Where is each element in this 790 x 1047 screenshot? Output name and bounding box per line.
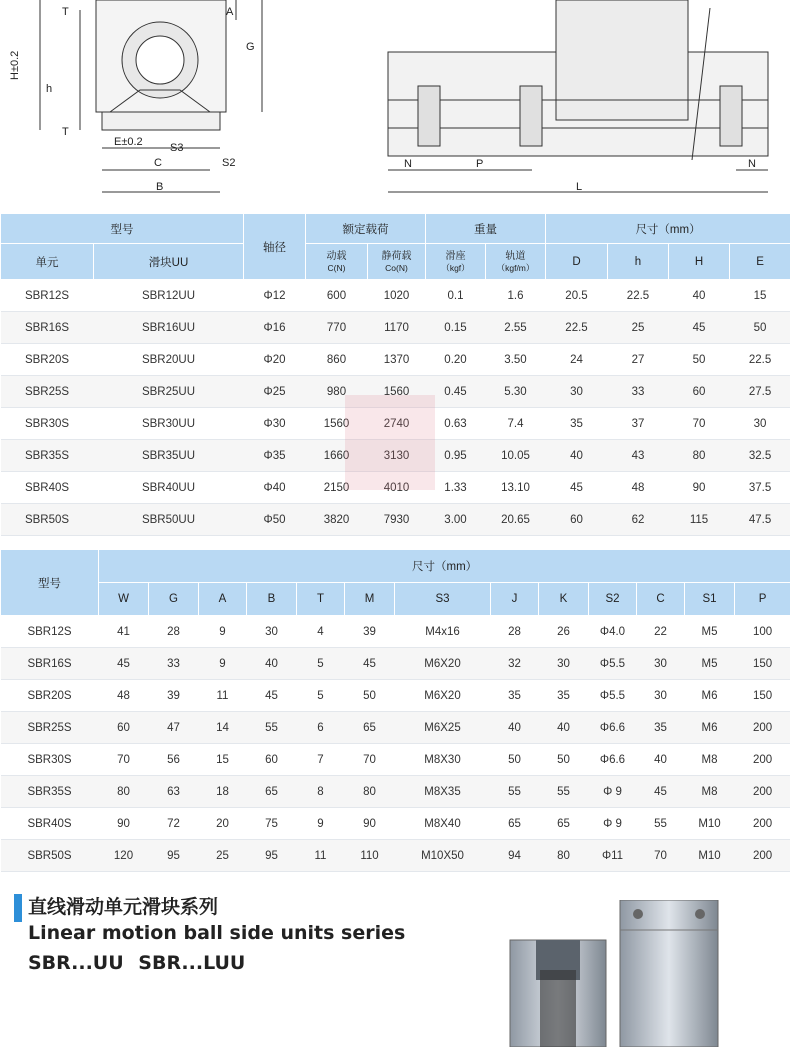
table-cell: 45 — [345, 648, 395, 680]
dimension-spec-table — [0, 549, 790, 872]
table-cell: M5 — [685, 648, 735, 680]
column-header: C — [637, 583, 685, 616]
table-cell: 9 — [199, 648, 247, 680]
table-cell: 100 — [735, 616, 790, 648]
table-cell: 0.15 — [426, 312, 486, 344]
table-cell: 35 — [491, 680, 539, 712]
dim-T-bottom: T — [62, 126, 69, 138]
table-cell: 90 — [669, 472, 730, 504]
table-cell: 39 — [149, 680, 199, 712]
dim-B: B — [156, 181, 164, 193]
table-cell: Φ40 — [244, 472, 306, 504]
table-cell: M6 — [685, 712, 735, 744]
table-row — [1, 408, 790, 440]
column-header: M — [345, 583, 395, 616]
table-cell: 115 — [669, 504, 730, 536]
table-cell: 20.5 — [546, 280, 608, 312]
table-cell: 4 — [297, 616, 345, 648]
table-cell: 45 — [669, 312, 730, 344]
dimension-spec-table-body — [1, 616, 790, 872]
dim-E: E±0.2 — [114, 136, 143, 148]
table-cell: 50 — [539, 744, 589, 776]
table-cell: M6 — [685, 680, 735, 712]
table-cell: 0.45 — [426, 376, 486, 408]
accent-bar — [14, 894, 22, 922]
table-cell: 5.30 — [486, 376, 546, 408]
table-cell: 1560 — [368, 376, 426, 408]
table-cell: 65 — [247, 776, 297, 808]
table-cell: 980 — [306, 376, 368, 408]
table-cell: 1170 — [368, 312, 426, 344]
column-header: J — [491, 583, 539, 616]
table-row — [1, 808, 790, 840]
table-row — [1, 840, 790, 872]
dim-P: P — [476, 158, 484, 170]
header-shaft: 轴径 — [244, 214, 306, 280]
table-cell: 6 — [297, 712, 345, 744]
load-spec-table — [0, 213, 790, 536]
table-cell: 50 — [730, 312, 790, 344]
table-cell: SBR20S — [1, 680, 99, 712]
table-cell: Φ35 — [244, 440, 306, 472]
header-unit: 单元 — [1, 244, 94, 280]
dim-G: G — [246, 41, 255, 53]
table-cell: 28 — [149, 616, 199, 648]
table-cell: 1560 — [306, 408, 368, 440]
table-cell: 3820 — [306, 504, 368, 536]
table-cell: 27 — [608, 344, 669, 376]
column-header: S3 — [395, 583, 491, 616]
table-cell: SBR35S — [1, 440, 94, 472]
table-cell: 3.50 — [486, 344, 546, 376]
table-cell: 50 — [345, 680, 395, 712]
dim-T-top: T — [62, 6, 69, 18]
series-title-cn: 直线滑动单元滑块系列 — [28, 896, 219, 918]
table-cell: 14 — [199, 712, 247, 744]
table-cell: M8 — [685, 744, 735, 776]
dim-S3: S3 — [170, 142, 184, 154]
column-header: A — [199, 583, 247, 616]
table-row — [1, 744, 790, 776]
table-cell: 80 — [539, 840, 589, 872]
table-cell: 22.5 — [730, 344, 790, 376]
table-cell: 70 — [669, 408, 730, 440]
table-cell: 13.10 — [486, 472, 546, 504]
table-cell: 11 — [297, 840, 345, 872]
table-cell: M10 — [685, 840, 735, 872]
table-cell: 30 — [730, 408, 790, 440]
table-cell: 45 — [99, 648, 149, 680]
table-cell: 70 — [637, 840, 685, 872]
table-cell: Φ6.6 — [589, 712, 637, 744]
table-cell: SBR12S — [1, 280, 94, 312]
table-cell: 30 — [247, 616, 297, 648]
table-cell: SBR25UU — [94, 376, 244, 408]
table-cell: SBR50S — [1, 504, 94, 536]
table-cell: 3.00 — [426, 504, 486, 536]
table-cell: Φ16 — [244, 312, 306, 344]
table-cell: 110 — [345, 840, 395, 872]
table-cell: M4x16 — [395, 616, 491, 648]
dim-h: h — [46, 83, 53, 95]
table-cell: 860 — [306, 344, 368, 376]
table-row — [1, 504, 790, 536]
table-cell: 80 — [345, 776, 395, 808]
table-cell: 1660 — [306, 440, 368, 472]
table-cell: 5 — [297, 680, 345, 712]
table-cell: 27.5 — [730, 376, 790, 408]
table-cell: 30 — [637, 680, 685, 712]
table-cell: 24 — [546, 344, 608, 376]
table-cell: 55 — [247, 712, 297, 744]
table-cell: 150 — [735, 680, 790, 712]
table-cell: SBR30S — [1, 408, 94, 440]
table-cell: 80 — [99, 776, 149, 808]
table-cell: 95 — [149, 840, 199, 872]
header-rail-unit: （kgf/m） — [496, 263, 535, 273]
load-spec-table-body — [1, 280, 790, 536]
technical-drawings — [0, 0, 790, 210]
table-cell: 80 — [669, 440, 730, 472]
header-static-label: 静荷载 — [381, 251, 412, 262]
table-cell: 200 — [735, 840, 790, 872]
table-cell: 7.4 — [486, 408, 546, 440]
table-cell: SBR30S — [1, 744, 99, 776]
table-row — [1, 344, 790, 376]
table-cell: 200 — [735, 744, 790, 776]
table-cell: 25 — [608, 312, 669, 344]
table-cell: 22.5 — [546, 312, 608, 344]
header-H: H — [669, 244, 730, 280]
table-cell: M8X35 — [395, 776, 491, 808]
table-cell: M6X20 — [395, 648, 491, 680]
header-dynamic — [306, 244, 368, 280]
table-cell: 26 — [539, 616, 589, 648]
table-cell: 15 — [199, 744, 247, 776]
table-cell: SBR35UU — [94, 440, 244, 472]
dim-A: A — [226, 6, 234, 18]
table-cell: 48 — [608, 472, 669, 504]
table-cell: 15 — [730, 280, 790, 312]
table-cell: 41 — [99, 616, 149, 648]
table-cell: 10.05 — [486, 440, 546, 472]
table-cell: Φ6.6 — [589, 744, 637, 776]
column-header: W — [99, 583, 149, 616]
table-cell: 25 — [199, 840, 247, 872]
table-cell: SBR30UU — [94, 408, 244, 440]
table-cell: 56 — [149, 744, 199, 776]
table-cell: 47 — [149, 712, 199, 744]
table-cell: SBR12S — [1, 616, 99, 648]
table-cell: 40 — [491, 712, 539, 744]
table-cell: 200 — [735, 712, 790, 744]
table-cell: 43 — [608, 440, 669, 472]
table-cell: 9 — [297, 808, 345, 840]
header-slider-label: 滑座 — [445, 251, 466, 262]
table-cell: 22.5 — [608, 280, 669, 312]
table-cell: Φ50 — [244, 504, 306, 536]
table-cell: 120 — [99, 840, 149, 872]
table-cell: 63 — [149, 776, 199, 808]
dim-N-left: N — [404, 158, 412, 170]
table-row — [1, 312, 790, 344]
table-cell: 50 — [491, 744, 539, 776]
table-cell: 72 — [149, 808, 199, 840]
column-header: K — [539, 583, 589, 616]
header-static-unit: Co(N) — [385, 263, 408, 273]
table-cell: M8X40 — [395, 808, 491, 840]
table-cell: 47.5 — [730, 504, 790, 536]
table-cell: M5 — [685, 616, 735, 648]
table-cell: 28 — [491, 616, 539, 648]
header-dims-2: 尺寸（mm） — [99, 550, 790, 583]
table-cell: 11 — [199, 680, 247, 712]
table-cell: 20 — [199, 808, 247, 840]
table-cell: 200 — [735, 776, 790, 808]
table-cell: 48 — [99, 680, 149, 712]
table-cell: Φ30 — [244, 408, 306, 440]
table-cell: 35 — [539, 680, 589, 712]
column-header: B — [247, 583, 297, 616]
dim-L: L — [576, 181, 583, 193]
table-cell: Φ11 — [589, 840, 637, 872]
table-cell: Φ25 — [244, 376, 306, 408]
table-cell: 32 — [491, 648, 539, 680]
table-row — [1, 680, 790, 712]
header-rail — [486, 244, 546, 280]
header-block: 滑块UU — [94, 244, 244, 280]
table-cell: 55 — [637, 808, 685, 840]
table-cell: 95 — [247, 840, 297, 872]
table-cell: Φ12 — [244, 280, 306, 312]
table-cell: 45 — [637, 776, 685, 808]
table-row — [1, 648, 790, 680]
dim-N-right: N — [748, 158, 756, 170]
table-cell: 45 — [546, 472, 608, 504]
header-dynamic-unit: C(N) — [327, 263, 346, 273]
table-cell: 600 — [306, 280, 368, 312]
table-cell: M6X20 — [395, 680, 491, 712]
table-cell: Φ 9 — [589, 808, 637, 840]
table-cell: 40 — [539, 712, 589, 744]
table-cell: Φ5.5 — [589, 648, 637, 680]
table-cell: 7 — [297, 744, 345, 776]
table-cell: 8 — [297, 776, 345, 808]
table-cell: 55 — [539, 776, 589, 808]
table-row — [1, 712, 790, 744]
table-cell: 9 — [199, 616, 247, 648]
column-header: S1 — [685, 583, 735, 616]
table-row — [1, 616, 790, 648]
table-cell: Φ4.0 — [589, 616, 637, 648]
table-cell: SBR25S — [1, 376, 94, 408]
table-cell: 65 — [491, 808, 539, 840]
dim-C: C — [154, 157, 162, 169]
header-dims: 尺寸（mm） — [546, 214, 790, 244]
table-cell: 40 — [669, 280, 730, 312]
table-cell: 62 — [608, 504, 669, 536]
table-cell: 35 — [546, 408, 608, 440]
table-cell: 60 — [99, 712, 149, 744]
table-cell: 32.5 — [730, 440, 790, 472]
column-header: T — [297, 583, 345, 616]
table-row — [1, 280, 790, 312]
table-cell: M10X50 — [395, 840, 491, 872]
table-cell: 90 — [345, 808, 395, 840]
header-model-2: 型号 — [1, 550, 99, 616]
table-cell: 2150 — [306, 472, 368, 504]
table-cell: M10 — [685, 808, 735, 840]
table-cell: SBR50S — [1, 840, 99, 872]
product-series-banner — [0, 880, 790, 1047]
table-cell: 33 — [608, 376, 669, 408]
table-cell: 37.5 — [730, 472, 790, 504]
header-static — [368, 244, 426, 280]
table-cell: 7930 — [368, 504, 426, 536]
series-models: SBR...UU SBR...LUU — [28, 952, 246, 974]
table-cell: 30 — [637, 648, 685, 680]
dimension-column-headers — [1, 583, 790, 616]
table-cell: 65 — [345, 712, 395, 744]
table-cell: 200 — [735, 808, 790, 840]
table-cell: 60 — [247, 744, 297, 776]
table-cell: 75 — [247, 808, 297, 840]
table-cell: 0.95 — [426, 440, 486, 472]
table-cell: 5 — [297, 648, 345, 680]
table-row — [1, 440, 790, 472]
dimension-drawing — [0, 0, 790, 210]
table-cell: 50 — [669, 344, 730, 376]
table-cell: SBR20S — [1, 344, 94, 376]
table-cell: 0.20 — [426, 344, 486, 376]
table-cell: SBR35S — [1, 776, 99, 808]
header-slider-unit: （kgf） — [441, 263, 470, 273]
table-cell: M6X25 — [395, 712, 491, 744]
table-cell: 30 — [539, 648, 589, 680]
table-cell: SBR16S — [1, 648, 99, 680]
table-cell: 70 — [99, 744, 149, 776]
table-cell: 0.63 — [426, 408, 486, 440]
header-slider — [426, 244, 486, 280]
table-cell: SBR16S — [1, 312, 94, 344]
dim-S2: S2 — [222, 157, 236, 169]
table-cell: 3130 — [368, 440, 426, 472]
table-cell: 39 — [345, 616, 395, 648]
table-cell: Φ20 — [244, 344, 306, 376]
table-row — [1, 776, 790, 808]
table-cell: 2.55 — [486, 312, 546, 344]
table-cell: M8 — [685, 776, 735, 808]
table-cell: 35 — [637, 712, 685, 744]
table-cell: Φ5.5 — [589, 680, 637, 712]
table-cell: 70 — [345, 744, 395, 776]
table-cell: 90 — [99, 808, 149, 840]
table-cell: 65 — [539, 808, 589, 840]
table-cell: M8X30 — [395, 744, 491, 776]
table-cell: 18 — [199, 776, 247, 808]
column-header: S2 — [589, 583, 637, 616]
table-cell: 4010 — [368, 472, 426, 504]
table-cell: SBR16UU — [94, 312, 244, 344]
table-cell: SBR20UU — [94, 344, 244, 376]
product-photo — [500, 900, 740, 1047]
table-row — [1, 376, 790, 408]
table-cell: SBR40S — [1, 808, 99, 840]
table-cell: 1370 — [368, 344, 426, 376]
header-D: D — [546, 244, 608, 280]
table-cell: 37 — [608, 408, 669, 440]
table-cell: 40 — [247, 648, 297, 680]
table-cell: SBR12UU — [94, 280, 244, 312]
table-cell: SBR25S — [1, 712, 99, 744]
header-h: h — [608, 244, 669, 280]
header-weight: 重量 — [426, 214, 546, 244]
header-model: 型号 — [1, 214, 244, 244]
table-cell: 60 — [546, 504, 608, 536]
table-cell: 1020 — [368, 280, 426, 312]
table-row — [1, 472, 790, 504]
table-cell: 60 — [669, 376, 730, 408]
table-cell: 0.1 — [426, 280, 486, 312]
table-cell: 20.65 — [486, 504, 546, 536]
table-cell: 94 — [491, 840, 539, 872]
table-cell: 1.6 — [486, 280, 546, 312]
header-rail-label: 轨道 — [505, 251, 526, 262]
header-dynamic-label: 动载 — [326, 251, 347, 262]
column-header: P — [735, 583, 790, 616]
table-cell: SBR40S — [1, 472, 94, 504]
table-cell: 55 — [491, 776, 539, 808]
table-cell: 40 — [546, 440, 608, 472]
table-cell: 30 — [546, 376, 608, 408]
table-cell: 770 — [306, 312, 368, 344]
dim-H: H±0.2 — [9, 50, 21, 80]
table-cell: 1.33 — [426, 472, 486, 504]
table-cell: 2740 — [368, 408, 426, 440]
table-cell: 40 — [637, 744, 685, 776]
header-E: E — [730, 244, 790, 280]
table-cell: 22 — [637, 616, 685, 648]
table-cell: 45 — [247, 680, 297, 712]
table-cell: SBR50UU — [94, 504, 244, 536]
series-title-en: Linear motion ball side units series — [28, 922, 406, 944]
column-header: G — [149, 583, 199, 616]
table-cell: 150 — [735, 648, 790, 680]
table-cell: 33 — [149, 648, 199, 680]
table-cell: Φ 9 — [589, 776, 637, 808]
header-load: 额定载荷 — [306, 214, 426, 244]
table-cell: SBR40UU — [94, 472, 244, 504]
